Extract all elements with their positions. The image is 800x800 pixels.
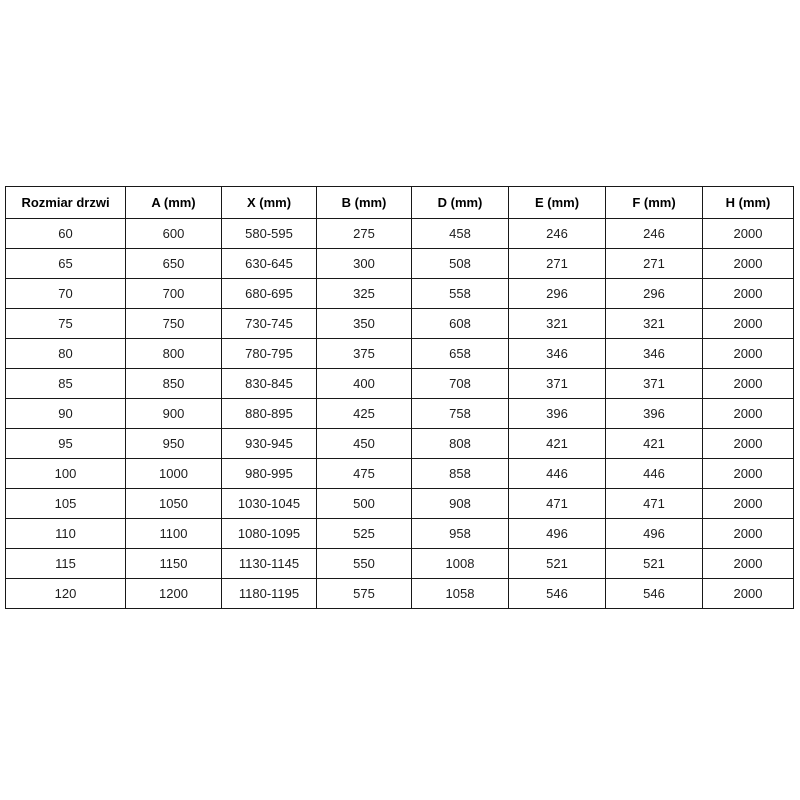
table-cell: 400 — [317, 369, 412, 399]
table-row — [6, 369, 794, 399]
table-cell: 85 — [6, 369, 126, 399]
table-row — [6, 519, 794, 549]
table-cell: 650 — [126, 249, 222, 279]
table-row — [6, 429, 794, 459]
table-cell: 580-595 — [222, 219, 317, 249]
table-cell: 2000 — [703, 429, 794, 459]
column-header: Rozmiar drzwi — [6, 187, 126, 219]
table-cell: 2000 — [703, 279, 794, 309]
table-cell: 70 — [6, 279, 126, 309]
column-header: D (mm) — [412, 187, 509, 219]
table-cell: 2000 — [703, 489, 794, 519]
table-cell: 300 — [317, 249, 412, 279]
table-cell: 1050 — [126, 489, 222, 519]
table-cell: 321 — [606, 309, 703, 339]
table-cell: 500 — [317, 489, 412, 519]
table-cell: 1180-1195 — [222, 579, 317, 609]
table-cell: 730-745 — [222, 309, 317, 339]
table-cell: 508 — [412, 249, 509, 279]
table-cell: 475 — [317, 459, 412, 489]
table-cell: 558 — [412, 279, 509, 309]
table-cell: 930-945 — [222, 429, 317, 459]
column-header: F (mm) — [606, 187, 703, 219]
table-cell: 608 — [412, 309, 509, 339]
table-row — [6, 279, 794, 309]
door-size-table — [5, 186, 794, 609]
table-row — [6, 579, 794, 609]
table-row — [6, 489, 794, 519]
table-cell: 600 — [126, 219, 222, 249]
table-cell: 1080-1095 — [222, 519, 317, 549]
table-cell: 2000 — [703, 219, 794, 249]
table-row — [6, 399, 794, 429]
table-cell: 75 — [6, 309, 126, 339]
table-row — [6, 309, 794, 339]
table-cell: 2000 — [703, 369, 794, 399]
table-row — [6, 249, 794, 279]
table-cell: 521 — [509, 549, 606, 579]
table-cell: 346 — [509, 339, 606, 369]
table-cell: 65 — [6, 249, 126, 279]
table-cell: 90 — [6, 399, 126, 429]
table-cell: 980-995 — [222, 459, 317, 489]
table-cell: 421 — [606, 429, 703, 459]
column-header: E (mm) — [509, 187, 606, 219]
column-header: X (mm) — [222, 187, 317, 219]
table-cell: 2000 — [703, 309, 794, 339]
table-cell: 546 — [509, 579, 606, 609]
table-cell: 758 — [412, 399, 509, 429]
table-cell: 658 — [412, 339, 509, 369]
table-cell: 325 — [317, 279, 412, 309]
table-cell: 496 — [509, 519, 606, 549]
table-cell: 708 — [412, 369, 509, 399]
table-cell: 1000 — [126, 459, 222, 489]
table-cell: 120 — [6, 579, 126, 609]
table-row — [6, 459, 794, 489]
table-cell: 450 — [317, 429, 412, 459]
table-cell: 880-895 — [222, 399, 317, 429]
table-cell: 858 — [412, 459, 509, 489]
table-cell: 2000 — [703, 249, 794, 279]
table-cell: 850 — [126, 369, 222, 399]
table-cell: 780-795 — [222, 339, 317, 369]
table-row — [6, 219, 794, 249]
table-cell: 550 — [317, 549, 412, 579]
table-cell: 296 — [509, 279, 606, 309]
table-cell: 425 — [317, 399, 412, 429]
table-cell: 95 — [6, 429, 126, 459]
table-cell: 680-695 — [222, 279, 317, 309]
table-cell: 700 — [126, 279, 222, 309]
table-cell: 1030-1045 — [222, 489, 317, 519]
table-cell: 396 — [606, 399, 703, 429]
table-cell: 375 — [317, 339, 412, 369]
table-cell: 521 — [606, 549, 703, 579]
column-header: A (mm) — [126, 187, 222, 219]
table-cell: 396 — [509, 399, 606, 429]
table-cell: 1058 — [412, 579, 509, 609]
table-cell: 800 — [126, 339, 222, 369]
table-cell: 2000 — [703, 519, 794, 549]
table-cell: 346 — [606, 339, 703, 369]
table-cell: 950 — [126, 429, 222, 459]
table-cell: 546 — [606, 579, 703, 609]
table-cell: 2000 — [703, 399, 794, 429]
table-cell: 321 — [509, 309, 606, 339]
table-row — [6, 549, 794, 579]
table-cell: 958 — [412, 519, 509, 549]
table-cell: 371 — [606, 369, 703, 399]
table-cell: 110 — [6, 519, 126, 549]
table-cell: 60 — [6, 219, 126, 249]
table-cell: 271 — [509, 249, 606, 279]
table-cell: 80 — [6, 339, 126, 369]
table-cell: 808 — [412, 429, 509, 459]
table-cell: 458 — [412, 219, 509, 249]
table-cell: 830-845 — [222, 369, 317, 399]
table-cell: 1200 — [126, 579, 222, 609]
table-cell: 1150 — [126, 549, 222, 579]
table-cell: 1130-1145 — [222, 549, 317, 579]
table-cell: 271 — [606, 249, 703, 279]
table-cell: 2000 — [703, 459, 794, 489]
table-cell: 2000 — [703, 549, 794, 579]
table-cell: 421 — [509, 429, 606, 459]
table-cell: 115 — [6, 549, 126, 579]
table-cell: 350 — [317, 309, 412, 339]
table-cell: 246 — [509, 219, 606, 249]
table-cell: 525 — [317, 519, 412, 549]
table-cell: 630-645 — [222, 249, 317, 279]
table-cell: 446 — [606, 459, 703, 489]
table-cell: 908 — [412, 489, 509, 519]
table-cell: 900 — [126, 399, 222, 429]
table-cell: 750 — [126, 309, 222, 339]
column-header: H (mm) — [703, 187, 794, 219]
table-cell: 371 — [509, 369, 606, 399]
column-header: B (mm) — [317, 187, 412, 219]
table-cell: 471 — [606, 489, 703, 519]
table-cell: 2000 — [703, 339, 794, 369]
table-cell: 471 — [509, 489, 606, 519]
table-row — [6, 339, 794, 369]
header-row — [6, 187, 794, 219]
table-cell: 2000 — [703, 579, 794, 609]
table-cell: 1008 — [412, 549, 509, 579]
table-cell: 275 — [317, 219, 412, 249]
table-cell: 496 — [606, 519, 703, 549]
table-cell: 296 — [606, 279, 703, 309]
table-cell: 100 — [6, 459, 126, 489]
table-body — [6, 219, 794, 609]
table-cell: 246 — [606, 219, 703, 249]
table-header — [6, 187, 794, 219]
table-cell: 105 — [6, 489, 126, 519]
table-cell: 1100 — [126, 519, 222, 549]
table-cell: 446 — [509, 459, 606, 489]
table-cell: 575 — [317, 579, 412, 609]
